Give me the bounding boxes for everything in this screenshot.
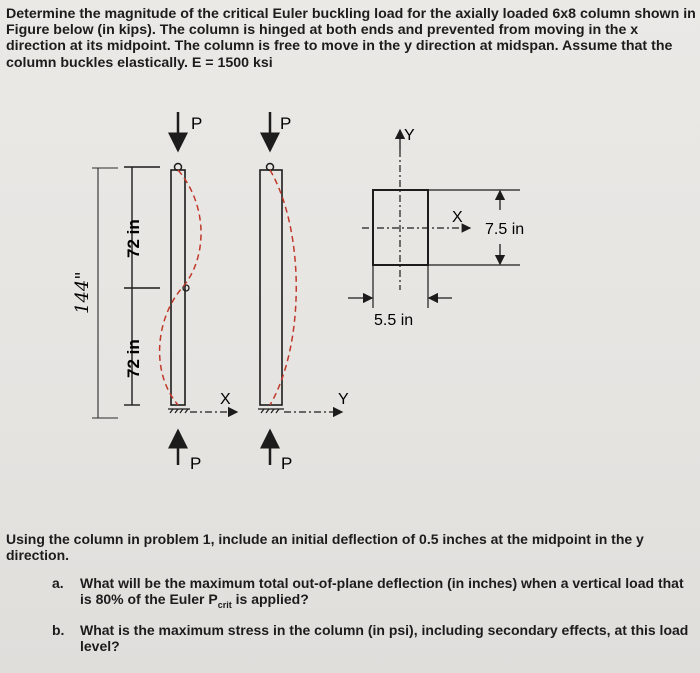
segment-label-lower: 72 in <box>124 339 143 378</box>
cross-section-group <box>348 127 524 329</box>
buckled-shape-left <box>160 170 201 405</box>
bottom-load-label-left: P <box>190 454 202 473</box>
base-support-left <box>168 409 190 413</box>
base-support-right <box>258 409 284 413</box>
segment-label-upper: 72 in <box>124 219 143 258</box>
top-load-label-right: P <box>280 114 292 133</box>
top-load-label-left: P <box>191 114 203 133</box>
right-column-group <box>258 112 349 473</box>
column-right <box>260 170 282 405</box>
column-buckling-figure <box>0 95 700 515</box>
item-a-text-after: is applied? <box>231 591 309 607</box>
item-b-text: What is the maximum stress in the column (in psi), including secondary effects, at this load level? <box>80 621 689 654</box>
problem-2-list <box>6 575 696 654</box>
problem-2-item-b <box>6 622 696 654</box>
width-dim-label: 5.5 in <box>374 312 414 329</box>
bottom-load-label-right: P <box>281 454 293 473</box>
section-x-label: X <box>452 209 463 226</box>
item-a-marker: a. <box>52 575 64 591</box>
problem-2-item-a <box>6 575 696 613</box>
item-b-marker: b. <box>52 621 65 638</box>
depth-dim-label: 7.5 in <box>485 221 525 238</box>
left-column-group <box>72 112 237 473</box>
buckled-shape-right <box>270 170 296 405</box>
problem-2-block <box>6 531 696 663</box>
x-axis-label: X <box>220 391 231 408</box>
item-a-text-before: What will be the maximum total out-of-plane deflection (in inches) when a vertical load that is 80% of the Euler P <box>80 575 684 607</box>
section-y-label: Y <box>404 127 415 144</box>
item-a-subscript: crit <box>217 599 232 610</box>
y-axis-label-bottom: Y <box>338 391 349 408</box>
problem-1-statement: Determine the magnitude of the critical Euler buckling load for the axially loaded 6x8 column shown in Figure below (in kips). The column is hinged at both ends and prevented from moving in the x direction at its midpoint. The column is free to move in the y direction at midspan. Assume that the column buckles elastically. E = 1500 ksi <box>6 6 696 71</box>
total-length-handwritten: 144" <box>72 271 93 314</box>
problem-2-intro: Using the column in problem 1, include an initial deflection of 0.5 inches at the midpoint in the y direction. <box>6 531 644 563</box>
